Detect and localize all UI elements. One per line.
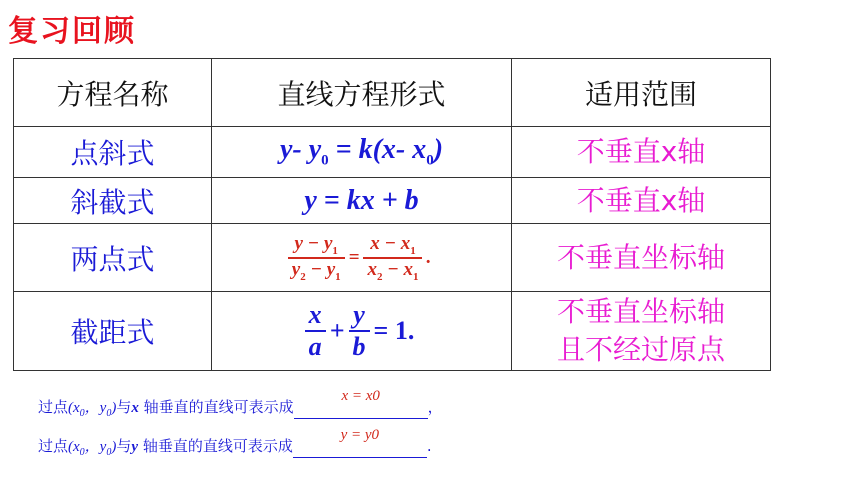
formula-two-point: $\frac{y - y_1}{y_2 - y_1}$ = $\frac{x - x_1}{x_2 - x_1}$ . xyxy=(212,224,512,292)
formula-point-slope: y- $y_0 = k(x-$ $x_0$) xyxy=(212,127,512,178)
scope-line-2: 且不经过原点 xyxy=(556,333,725,366)
row-scope-slope-intercept: 不垂直x轴 xyxy=(512,178,771,224)
table-row xyxy=(14,224,771,292)
header-scope: 适用范围 xyxy=(512,59,771,127)
row-name-two-point: 两点式 xyxy=(14,224,212,292)
row-scope-two-point: 不垂直坐标轴 xyxy=(512,224,771,292)
table-row xyxy=(14,127,771,178)
row-name-intercept: 截距式 xyxy=(14,292,212,371)
header-form: 直线方程形式 xyxy=(212,59,512,127)
answer-blank-2: y = y0 xyxy=(293,437,427,458)
table-header-row xyxy=(14,59,771,127)
row-scope-intercept xyxy=(512,292,771,371)
row-name-point-slope: 点斜式 xyxy=(14,127,212,178)
scope-line-1: 不垂直坐标轴 xyxy=(556,295,725,328)
note-horizontal-line: 过点($x_0$，$y_0$)与y 轴垂直的直线可表示成 y = y0 . xyxy=(38,427,432,458)
formula-slope-intercept: y = kx + b xyxy=(212,178,512,224)
answer-blank-1: x = x0 xyxy=(294,398,428,419)
table-row xyxy=(14,292,771,371)
note-vertical-line: 过点($x_0$，$y_0$)与x 轴垂直的直线可表示成 x = x0 ， xyxy=(38,388,443,419)
row-scope-point-slope: 不垂直x轴 xyxy=(512,127,771,178)
header-name: 方程名称 xyxy=(14,59,212,127)
formula-intercept: $\frac{x}{a}$ + $\frac{y}{b}$ = 1. xyxy=(212,292,512,371)
line-equation-table xyxy=(13,58,771,371)
row-name-slope-intercept: 斜截式 xyxy=(14,178,212,224)
table-row xyxy=(14,178,771,224)
page-title: 复习回顾 xyxy=(8,14,136,49)
